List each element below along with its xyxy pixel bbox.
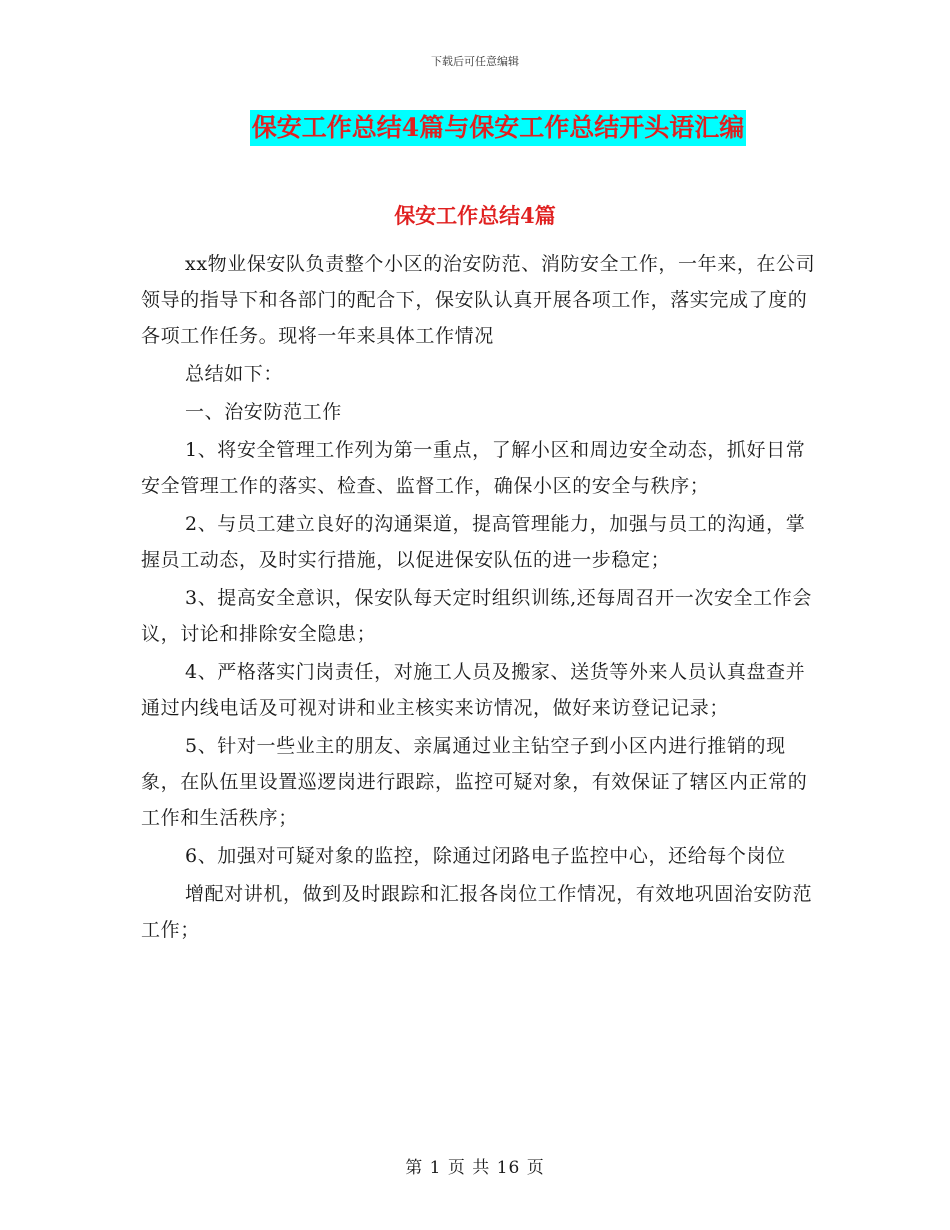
section-title: 保安工作总结4篇 — [394, 203, 556, 228]
footer-total-pages: 16 — [496, 1158, 521, 1178]
paragraph-item-1: 1、将安全管理工作列为第一重点，了解小区和周边安全动态，抓好日常安全管理工作的落实、检查、监督工作，确保小区的安全与秩序； — [141, 439, 806, 497]
paragraph-item-3: 3、提高安全意识，保安队每天定时组织训练,还每周召开一次安全工作会议，讨论和排除安全隐患； — [141, 587, 812, 645]
paragraph-item-6: 6、加强对可疑对象的监控，除通过闭路电子监控中心，还给每个岗位 — [185, 845, 786, 867]
footer-mid: 页 共 — [447, 1158, 491, 1178]
document-body — [141, 246, 821, 948]
paragraph-item-6-continued: 增配对讲机，做到及时跟踪和汇报各岗位工作情况，有效地巩固治安防范工作； — [141, 883, 813, 941]
footer-suffix: 页 — [526, 1158, 545, 1178]
header-note: 下载后可任意编辑 — [431, 55, 519, 68]
footer-current-page: 1 — [429, 1158, 442, 1178]
main-title-container — [0, 110, 950, 146]
paragraph-heading-security: 一、治安防范工作 — [185, 401, 342, 423]
paragraph-summary-lead: 总结如下： — [185, 363, 284, 385]
page-footer — [0, 1153, 950, 1178]
paragraph-intro: xx物业保安队负责整个小区的治安防范、消防安全工作，一年来，在公司领导的指导下和各部门的配合下，保安队认真开展各项工作，落实完成了度的各项工作任务。现将一年来具体工作情况 — [141, 253, 816, 347]
main-title: 保安工作总结4篇与保安工作总结开头语汇编 — [250, 110, 746, 146]
paragraph-item-5: 5、针对一些业主的朋友、亲属通过业主钻空子到小区内进行推销的现象，在队伍里设置巡逻岗进行跟踪，监控可疑对象，有效保证了辖区内正常的工作和生活秩序； — [141, 735, 808, 829]
paragraph-item-4: 4、严格落实门岗责任，对施工人员及搬家、送货等外来人员认真盘查并通过内线电话及可视对讲和业主核实来访情况，做好来访登记记录； — [141, 661, 806, 719]
footer-prefix: 第 — [405, 1158, 424, 1178]
paragraph-item-2: 2、与员工建立良好的沟通渠道，提高管理能力，加强与员工的沟通，掌握员工动态，及时实行措施，以促进保安队伍的进一步稳定； — [141, 513, 806, 571]
